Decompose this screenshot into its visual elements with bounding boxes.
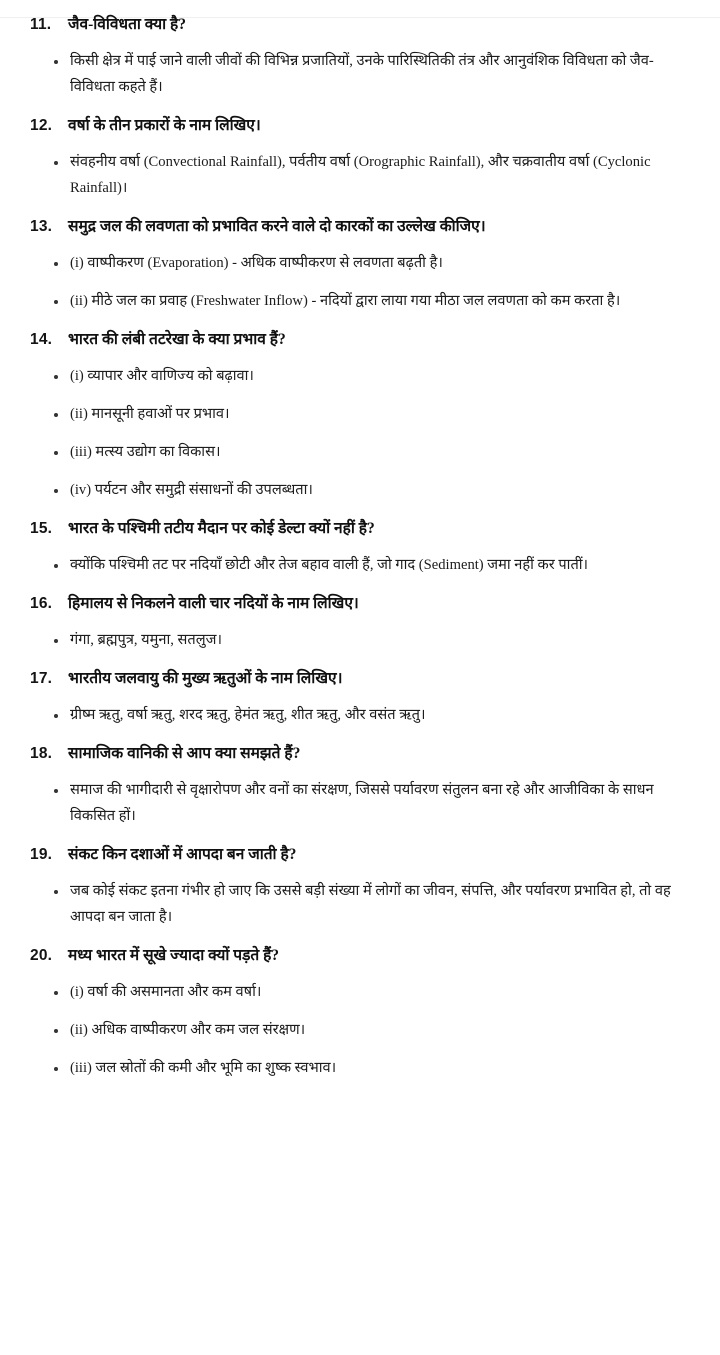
answer-text: (i) वाष्पीकरण (Evaporation) - अधिक वाष्पीकरण से लवणता बढ़ती है। (70, 254, 443, 271)
qa-block (0, 667, 720, 729)
qa-block (0, 328, 720, 504)
bullet-icon (54, 991, 58, 995)
question-text: भारत के पश्चिमी तटीय मैदान पर कोई डेल्टा क्यों नहीं है? (68, 519, 375, 537)
question-text: हिमालय से निकलने वाली चार नदियों के नाम लिखिए। (68, 594, 359, 612)
qa-block (0, 742, 720, 830)
answer-list (0, 553, 720, 579)
question-number: 12. (30, 116, 53, 134)
answer-item (0, 402, 720, 428)
question-number: 14. (30, 330, 53, 348)
question-row (0, 667, 720, 691)
bullet-icon (54, 451, 58, 455)
answer-item (0, 251, 720, 277)
bullet-icon (54, 413, 58, 417)
answer-item (0, 703, 720, 729)
question-text: सामाजिक वानिकी से आप क्या समझते हैं? (68, 744, 301, 762)
answer-list (0, 778, 720, 830)
answer-text: (iii) मत्स्य उद्योग का विकास। (70, 443, 221, 460)
answer-item (0, 980, 720, 1006)
bullet-icon (54, 375, 58, 379)
question-answer-list (0, 13, 720, 1082)
question-row (0, 517, 720, 541)
answer-text: जब कोई संकट इतना गंभीर हो जाए कि उससे बड़ी संख्या में लोगों का जीवन, संपत्ति, और पर्यावरण प्रभावित हो, तो वह आपदा बन जाता है। (70, 882, 671, 925)
answer-item (0, 1018, 720, 1044)
qa-block (0, 592, 720, 654)
bullet-icon (54, 789, 58, 793)
question-text: भारत की लंबी तटरेखा के क्या प्रभाव हैं? (68, 330, 286, 348)
answer-list (0, 251, 720, 315)
question-text: वर्षा के तीन प्रकारों के नाम लिखिए। (68, 116, 261, 134)
bullet-icon (54, 300, 58, 304)
bullet-icon (54, 60, 58, 64)
answer-text: समाज की भागीदारी से वृक्षारोपण और वनों का संरक्षण, जिससे पर्यावरण संतुलन बना रहे और आजीविका के साधन विकसित हों। (70, 781, 654, 824)
bullet-icon (54, 161, 58, 165)
question-row (0, 843, 720, 867)
question-row (0, 13, 720, 37)
answer-item (0, 49, 720, 101)
answer-item (0, 553, 720, 579)
question-row (0, 328, 720, 352)
answer-text: संवहनीय वर्षा (Convectional Rainfall), पर्वतीय वर्षा (Orographic Rainfall), और चक्रवातीय वर्षा (Cyclonic Rainfall)। (70, 153, 651, 196)
answer-item (0, 628, 720, 654)
question-text: समुद्र जल की लवणता को प्रभावित करने वाले दो कारकों का उल्लेख कीजिए। (68, 217, 486, 235)
document-page (0, 13, 720, 1082)
bullet-icon (54, 1029, 58, 1033)
answer-text: (ii) मानसूनी हवाओं पर प्रभाव। (70, 405, 230, 422)
bullet-icon (54, 890, 58, 894)
question-row (0, 114, 720, 138)
question-number: 17. (30, 669, 53, 687)
answer-text: गंगा, ब्रह्मपुत्र, यमुना, सतलुज। (70, 631, 222, 648)
bullet-icon (54, 639, 58, 643)
question-text: जैव-विविधता क्या है? (68, 16, 186, 33)
question-text: भारतीय जलवायु की मुख्य ऋतुओं के नाम लिखिए। (68, 669, 343, 687)
qa-block (0, 517, 720, 579)
question-number: 20. (30, 946, 53, 964)
answer-list (0, 628, 720, 654)
answer-item (0, 289, 720, 315)
qa-block (0, 13, 720, 101)
qa-block (0, 114, 720, 202)
question-text: संकट किन दशाओं में आपदा बन जाती है? (68, 845, 297, 863)
question-number: 13. (30, 217, 53, 235)
bullet-icon (54, 262, 58, 266)
answer-text: (i) व्यापार और वाणिज्य को बढ़ावा। (70, 367, 254, 384)
answer-item (0, 364, 720, 390)
answer-item (0, 150, 720, 202)
question-number: 16. (30, 594, 53, 612)
answer-text: क्योंकि पश्चिमी तट पर नदियाँ छोटी और तेज बहाव वाली हैं, जो गाद (Sediment) जमा नहीं कर पातीं। (70, 556, 589, 573)
question-number: 11. (30, 16, 52, 33)
question-row (0, 592, 720, 616)
bullet-icon (54, 564, 58, 568)
question-number: 18. (30, 744, 53, 762)
answer-list (0, 150, 720, 202)
answer-item (0, 1056, 720, 1082)
answer-text: (ii) मीठे जल का प्रवाह (Freshwater Inflow) - नदियों द्वारा लाया गया मीठा जल लवणता को कम करता है। (70, 292, 621, 309)
answer-list (0, 879, 720, 931)
question-number: 19. (30, 845, 53, 863)
answer-text: ग्रीष्म ऋतु, वर्षा ऋतु, शरद ऋतु, हेमंत ऋतु, शीत ऋतु, और वसंत ऋतु। (70, 706, 426, 723)
bullet-icon (54, 714, 58, 718)
answer-list (0, 703, 720, 729)
question-number: 15. (30, 519, 53, 537)
answer-text: (ii) अधिक वाष्पीकरण और कम जल संरक्षण। (70, 1021, 306, 1038)
question-text: मध्य भारत में सूखे ज्यादा क्यों पड़ते हैं? (68, 946, 280, 964)
answer-text: (i) वर्षा की असमानता और कम वर्षा। (70, 983, 262, 1000)
qa-block (0, 843, 720, 931)
question-row (0, 215, 720, 239)
answer-text: किसी क्षेत्र में पाई जाने वाली जीवों की विभिन्न प्रजातियों, उनके पारिस्थितिकी तंत्र और आनुवंशिक विविधता को जैव-विविधता कहते हैं। (70, 53, 654, 95)
bullet-icon (54, 1067, 58, 1071)
qa-block (0, 944, 720, 1082)
question-row (0, 742, 720, 766)
answer-item (0, 478, 720, 504)
answer-item (0, 440, 720, 466)
question-row (0, 944, 720, 968)
answer-text: (iv) पर्यटन और समुद्री संसाधनों की उपलब्धता। (70, 481, 313, 498)
answer-item (0, 778, 720, 830)
answer-list (0, 49, 720, 101)
bullet-icon (54, 489, 58, 493)
answer-text: (iii) जल स्रोतों की कमी और भूमि का शुष्क स्वभाव। (70, 1059, 337, 1076)
answer-list (0, 980, 720, 1082)
answer-item (0, 879, 720, 931)
answer-list (0, 364, 720, 504)
qa-block (0, 215, 720, 315)
